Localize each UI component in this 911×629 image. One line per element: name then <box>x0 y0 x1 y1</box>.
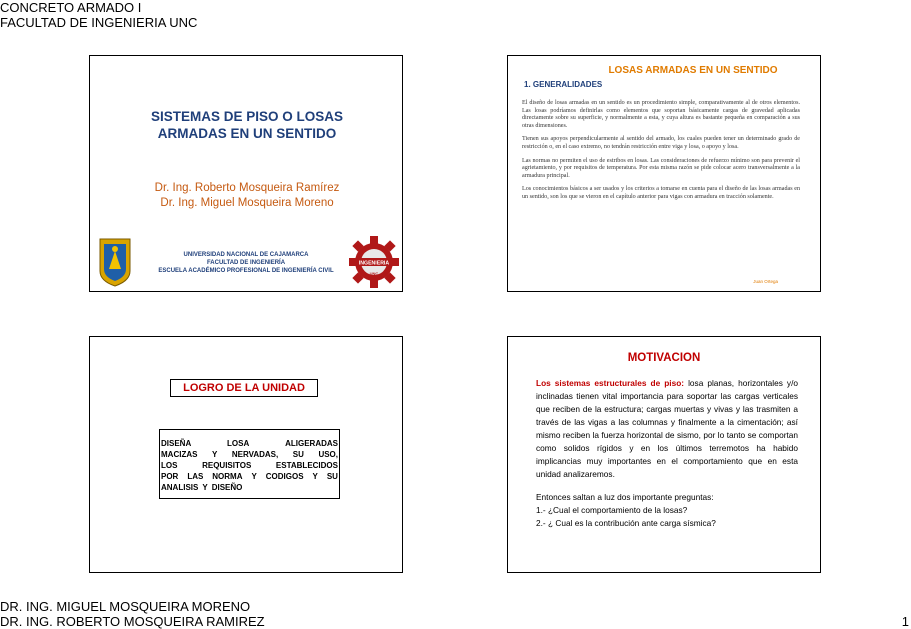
logro-word: LOS <box>161 461 178 470</box>
univ-faculty: FACULTAD DE INGENIERÍA <box>206 260 286 266</box>
gear-logo-text: INGENIERIA <box>358 260 390 267</box>
slide4-question-1: 1.- ¿Cual el comportamiento de la losas? <box>536 505 688 515</box>
slide1-title-line2: ARMADAS EN UN SENTIDO <box>157 126 337 141</box>
slide-generalidades <box>507 55 821 292</box>
logro-word: NORMA <box>212 472 243 481</box>
logro-word: MACIZAS <box>161 450 198 459</box>
logro-line <box>161 449 338 460</box>
slide4-text: losa planas, horizontales y/o inclinadas tienen vital importancia para soportar las cargas verticales que reciben de la estructura; cargas muertas y vivas y las trasmiten a través de las vigas a las columnas y finalmente a la cimentación; así mismo reciben la fuerza horizontal de sismo, por lo tanto se comportan como solidos rígidos y en los últimos terremotos ha habido implicancias muy importantes en el comportamiento que en esta unidad analizaremos. <box>536 378 798 479</box>
header-faculty: FACULTAD DE INGENIERIA UNC <box>0 15 198 30</box>
logro-word: Y <box>251 472 257 481</box>
slide2-para: Los conocimientos básicos a ser usados y los criterios a tomarse en cuenta para el diseño de las losas armadas en un sentido, son los que se vieron en el capítulo anterior para vigas con armadura en tracción solamente. <box>522 186 800 200</box>
slide2-para: Tienen sus apoyos perpendicularmente al sentido del armado, los cuales pueden tener un determinado grado de restricción o, en el caso extremo, no tendrán restricción entre viga y losa, o apoyo y losa. <box>522 136 800 150</box>
logro-word: REQUISITOS <box>202 461 252 470</box>
slide2-footer: Juan Ortega <box>753 279 778 284</box>
logro-word: LAS <box>187 472 204 481</box>
logro-word: LOSA <box>227 439 250 448</box>
logro-word: DISEÑO <box>211 483 243 492</box>
page-number: 1 <box>901 614 909 629</box>
university-shield-icon <box>98 237 132 287</box>
univ-name: UNIVERSIDAD NACIONAL DE CAJAMARCA <box>183 252 309 258</box>
footer-author-roberto: DR. ING. ROBERTO MOSQUEIRA RAMIREZ <box>0 614 265 629</box>
logro-word: Y <box>202 483 208 492</box>
slide2-title: LOSAS ARMADAS EN UN SENTIDO <box>608 65 778 76</box>
slide4-question-2: 2.- ¿ Cual es la contribución ante carga sísmica? <box>536 518 716 528</box>
logro-line <box>161 460 338 471</box>
author-miguel: Dr. Ing. Miguel Mosqueira Moreno <box>160 197 334 209</box>
slide1-authors <box>110 181 384 211</box>
slide2-para: El diseño de losas armadas en un sentido es un procedimiento simple, comparativamente al de otros elementos. Las losas podríamos definirlas como elementos que soportan básicamente cargas de gravedad aplicadas directamente sobre su superficie, y normalmente a esta, y cuya altura es bastante pequeña en comparación a sus otras dimensiones. <box>522 100 800 129</box>
slide1-title <box>110 108 384 142</box>
gear-logo-sub: UNC <box>369 271 379 276</box>
slide-title <box>89 55 403 292</box>
slide-logro <box>89 336 403 573</box>
logro-statement-box <box>159 429 340 499</box>
logro-word: Y <box>211 450 218 459</box>
slide2-body <box>522 100 800 208</box>
engineering-gear-icon <box>348 235 400 289</box>
logro-line <box>161 482 338 493</box>
logro-word: NERVADAS, <box>231 450 279 459</box>
logro-word: ALIGERADAS <box>285 439 338 448</box>
logro-word: USO, <box>318 450 338 459</box>
univ-school: ESCUELA ACADÉMICO PROFESIONAL DE INGENIERÍA CIVIL <box>158 268 334 274</box>
logro-heading: LOGRO DE LA UNIDAD <box>170 379 318 397</box>
slide2-subtitle: 1. GENERALIDADES <box>524 80 603 89</box>
logro-word: ANALISIS <box>161 483 199 492</box>
slide4-paragraph <box>536 377 798 481</box>
logro-word: Y <box>312 472 318 481</box>
logro-word: SU <box>326 472 338 481</box>
logro-word: DISEÑA <box>161 439 192 448</box>
slide-motivacion <box>507 336 821 573</box>
slide4-questions-intro: Entonces saltan a luz dos importante preguntas: <box>536 492 714 502</box>
slide4-title: MOTIVACION <box>627 352 701 364</box>
header-course: CONCRETO ARMADO I <box>0 0 142 15</box>
logro-word: POR <box>161 472 179 481</box>
slide1-title-line1: SISTEMAS DE PISO O LOSAS <box>150 109 344 124</box>
slide2-para: Las normas no permiten el uso de estribos en losas. Las consideraciones de refuerzo mínimo son para prevenir el agrietamiento, y por requisitos de temperatura. Por esta misma razón se pide colocar acero transversalmente a la armadura principal. <box>522 157 800 179</box>
slide4-lead: Los sistemas estructurales de piso: <box>536 378 685 388</box>
author-roberto: Dr. Ing. Roberto Mosqueira Ramírez <box>154 182 340 194</box>
logro-word: ESTABLECIDOS <box>275 461 338 470</box>
slide1-university <box>142 251 350 275</box>
logro-word: CODIGOS <box>265 472 304 481</box>
logro-line <box>161 438 338 449</box>
footer-author-miguel: DR. ING. MIGUEL MOSQUEIRA MORENO <box>0 599 251 614</box>
logro-line <box>161 471 338 482</box>
slide4-body <box>536 377 798 530</box>
logro-word: SU <box>292 450 304 459</box>
